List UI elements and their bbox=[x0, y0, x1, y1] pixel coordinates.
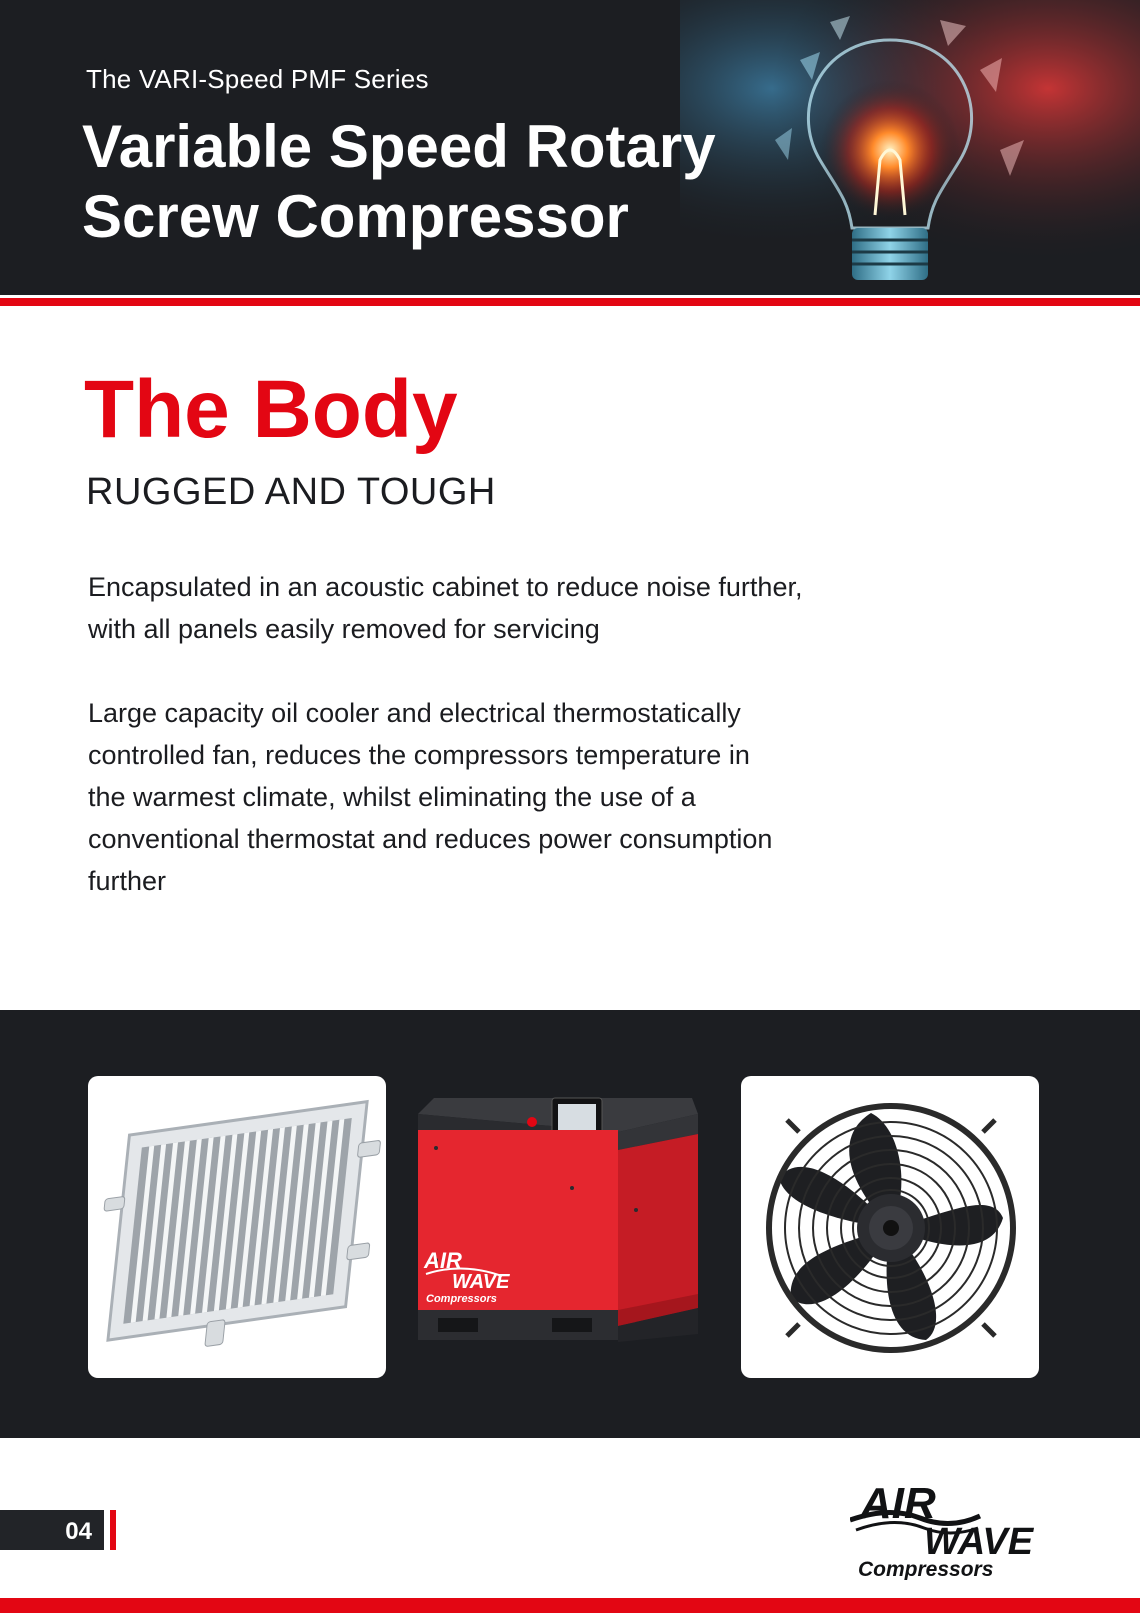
logo-wave: WAVE bbox=[924, 1521, 1034, 1563]
paragraph-line: conventional thermostat and reduces power consumption bbox=[88, 824, 773, 854]
oil-cooler-card bbox=[88, 1076, 386, 1378]
compressor-image bbox=[412, 1090, 718, 1380]
paragraph-line: controlled fan, reduces the compressors temperature in bbox=[88, 740, 750, 770]
series-name: The VARI-Speed PMF Series bbox=[86, 64, 429, 94]
title-line-1: Variable Speed Rotary bbox=[82, 113, 716, 180]
section-title: The Body bbox=[84, 364, 458, 455]
footer-stripe bbox=[0, 1598, 1140, 1613]
compressor-brand-wave: WAVE bbox=[452, 1271, 510, 1293]
logo-air: AIR bbox=[860, 1479, 936, 1528]
compressor-brand-compressors: Compressors bbox=[426, 1293, 497, 1305]
paragraph-line: the warmest climate, whilst eliminating the use of a bbox=[88, 782, 696, 812]
paragraph-oil-cooler bbox=[88, 692, 1008, 902]
fan-card bbox=[741, 1076, 1039, 1378]
paragraph-line: Encapsulated in an acoustic cabinet to reduce noise further, bbox=[88, 572, 803, 602]
title-line-2: Screw Compressor bbox=[82, 183, 629, 250]
airwave-logo bbox=[850, 1472, 1060, 1580]
paragraph-line: with all panels easily removed for servicing bbox=[88, 614, 600, 644]
page-title bbox=[82, 112, 716, 252]
page-number-box bbox=[0, 1510, 104, 1550]
lightbulb-image bbox=[680, 0, 1140, 295]
logo-compressors: Compressors bbox=[858, 1558, 994, 1580]
page-number-accent bbox=[110, 1510, 116, 1550]
paragraph-cabinet bbox=[88, 566, 1008, 650]
header-banner bbox=[0, 0, 1140, 295]
oil-cooler-image bbox=[88, 1076, 386, 1378]
paragraph-line: Large capacity oil cooler and electrical thermostatically bbox=[88, 698, 741, 728]
header-divider-red bbox=[0, 298, 1140, 306]
image-band bbox=[0, 1010, 1140, 1438]
page-number: 04 bbox=[65, 1518, 92, 1545]
compressor-brand-air: AIR bbox=[424, 1248, 462, 1273]
compressor-drawing bbox=[412, 1090, 718, 1380]
section-subtitle: RUGGED AND TOUGH bbox=[86, 471, 496, 513]
paragraph-line: further bbox=[88, 866, 167, 896]
fan-image bbox=[741, 1076, 1039, 1378]
